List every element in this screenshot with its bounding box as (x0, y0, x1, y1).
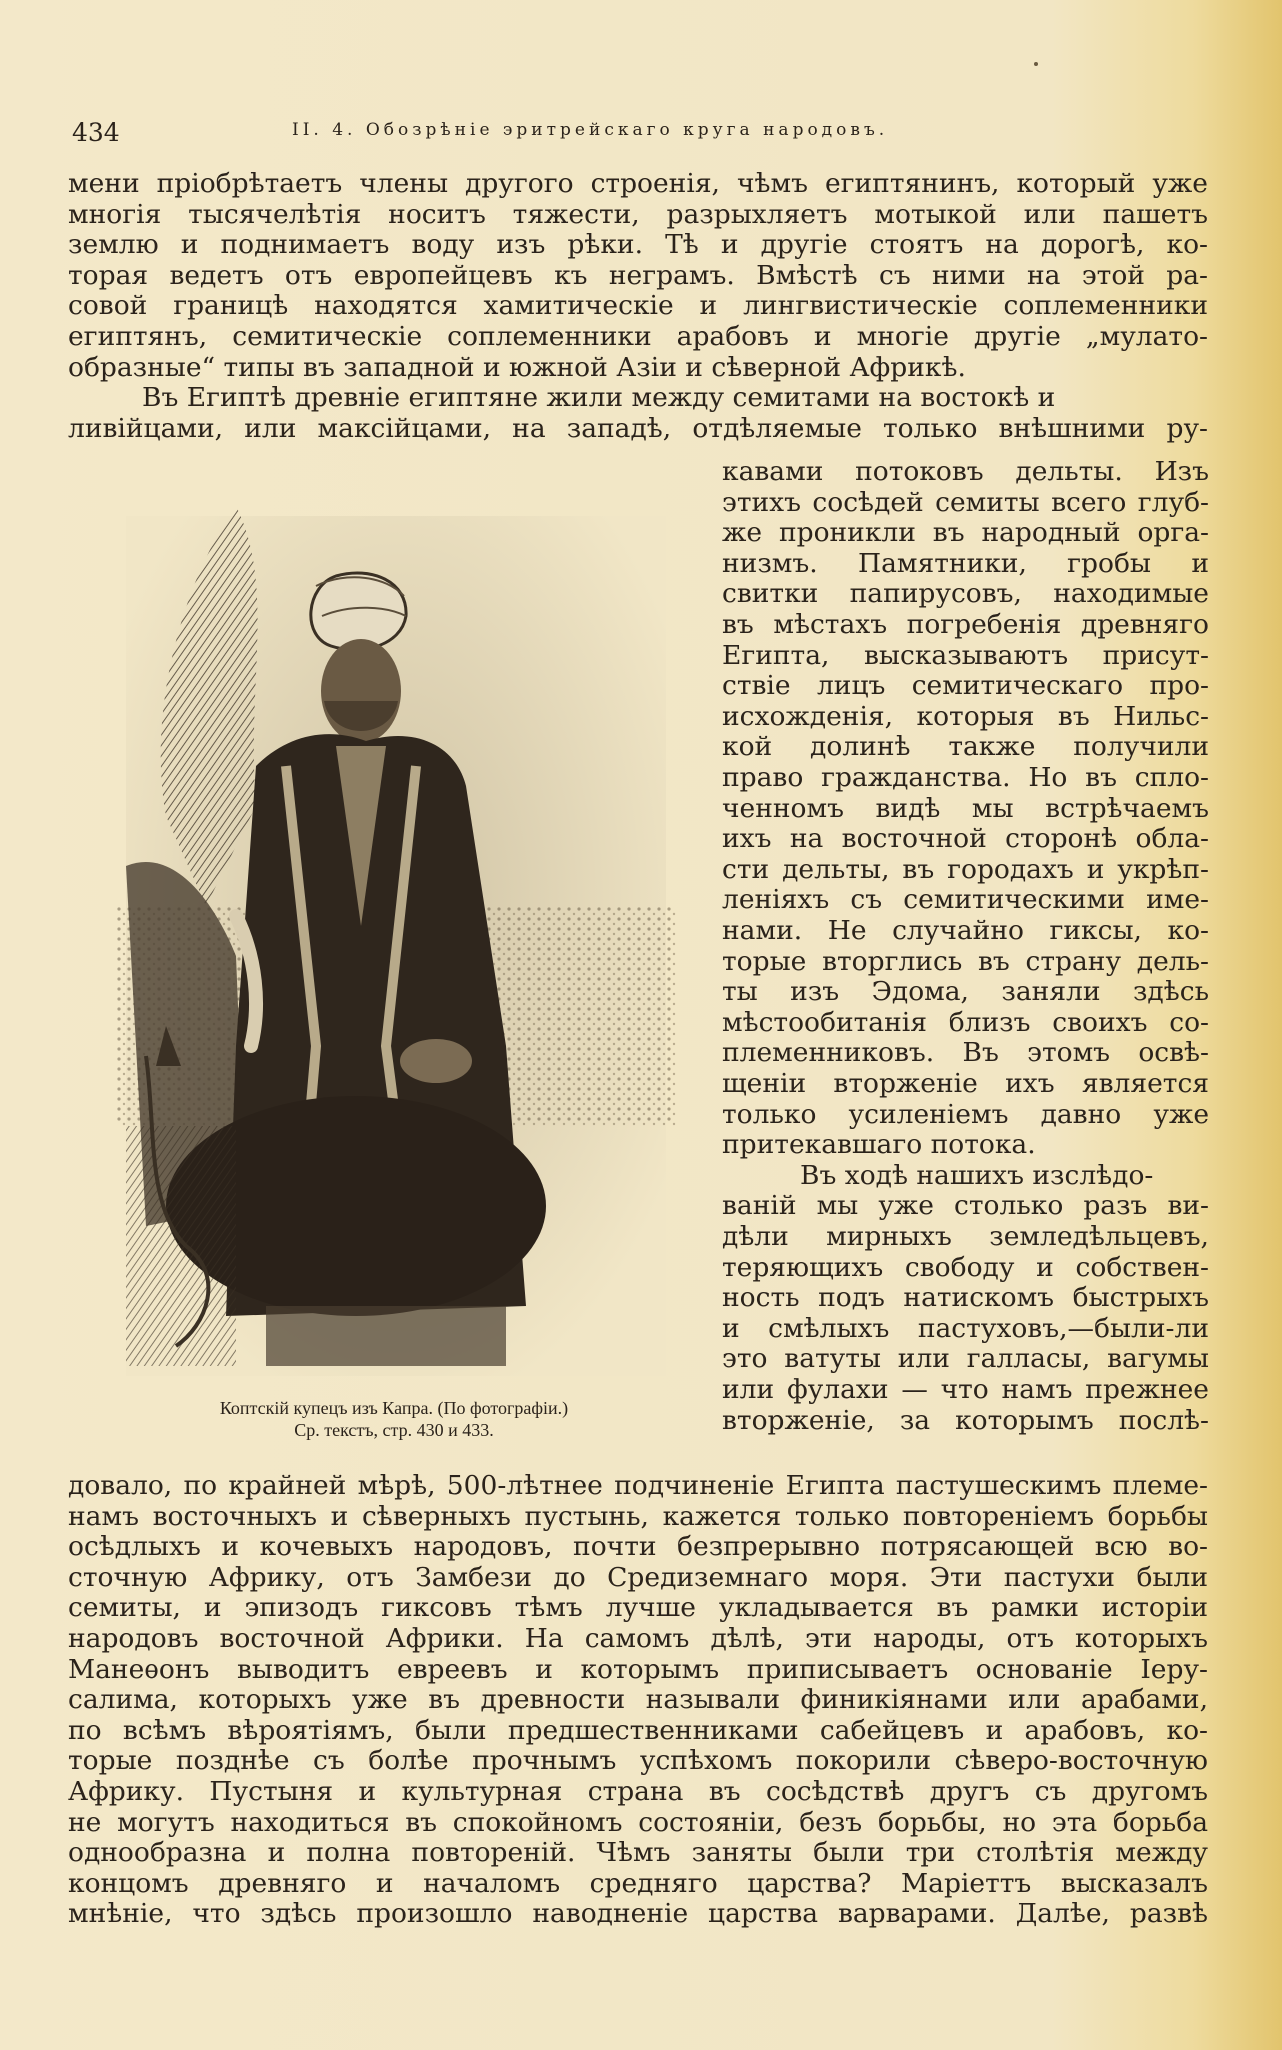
text-line: однообразна и полна повтореній. Чѣмъ заняты были три столѣтія между (68, 1837, 1208, 1869)
text-line: по всѣмъ вѣроятіямъ, были предшественниками сабейцевъ и арабовъ, ко- (68, 1714, 1208, 1746)
text-line: довало, по крайней мѣрѣ, 500-лѣтнее подчиненіе Египта пастушескимъ племе- (68, 1470, 1208, 1501)
text-line: право гражданства. Но въ спло- (722, 762, 1209, 793)
text-line: исхожденія, которыя въ Нильс- (722, 700, 1209, 732)
text-line: ность подъ натискомъ быстрыхъ (722, 1282, 1209, 1314)
text-line: племенниковъ. Въ этомъ освѣ- (722, 1037, 1209, 1069)
text-line: салима, которыхъ уже въ древности называли финикіянами или арабами, (68, 1684, 1208, 1716)
text-line: это ватуты или галласы, вагумы (722, 1343, 1209, 1375)
text-line: нами. Не случайно гиксы, ко- (722, 915, 1209, 946)
text-line: Манеѳонъ выводитъ евреевъ и которымъ приписываетъ основаніе Іеру- (68, 1653, 1208, 1685)
text-line: теряющихъ свободу и собствен- (722, 1251, 1209, 1283)
text-line: торая ведетъ отъ европейцевъ къ неграмъ. Вмѣстѣ съ ними на этой ра- (68, 259, 1208, 291)
text-line: ты изъ Эдома, заняли здѣсь (722, 976, 1209, 1008)
text-line: дѣли мирныхъ земледѣльцевъ, (722, 1221, 1209, 1252)
text-line: образные“ типы въ западной и южной Азіи и сѣверной Африкѣ. (68, 351, 966, 383)
text-line: торые вторглись въ страну дель- (722, 945, 1209, 977)
figure-caption-title: Коптскій купецъ изъ Капра. (По фотографіи.) (219, 1398, 569, 1418)
text-line: ихъ на восточной сторонѣ обла- (722, 823, 1209, 855)
text-line: этихъ сосѣдей семиты всего глуб- (722, 486, 1209, 518)
figure-caption-reference: Ср. текстъ, стр. 430 и 433. (294, 1420, 494, 1440)
text-line: совой границѣ находятся хамитическіе и лингвистическіе соплеменники (68, 290, 1208, 322)
text-line: вторженіе, за которымъ послѣ- (722, 1404, 1209, 1436)
text-line: только усиленіемъ давно уже (722, 1098, 1209, 1130)
text-line: семиты, и эпизодъ гиксовъ тѣмъ лучше укладывается въ рамки исторіи (68, 1592, 1208, 1624)
running-title: II. 4. Обозрѣніе эритрейскаго круга народовъ. (292, 120, 889, 140)
text-line: ствіе лицъ семитическаго про- (722, 670, 1209, 702)
text-line: же проникли въ народный орга- (722, 517, 1209, 549)
text-line: въ мѣстахъ погребенія древняго (722, 609, 1209, 640)
text-line: землю и поднимаетъ воду изъ рѣки. Тѣ и другіе стоятъ на дорогѣ, ко- (68, 229, 1208, 261)
text-line: Африку. Пустыня и культурная страна въ сосѣдствѣ другъ съ другомъ (68, 1776, 1208, 1807)
page-number: 434 (72, 118, 120, 147)
text-line: ливійцами, или максійцами, на западѣ, отдѣляемые только внѣшними ру- (68, 412, 1208, 444)
text-line: низмъ. Памятники, гробы и (722, 547, 1209, 579)
text-line: многія тысячелѣтія носитъ тяжести, разрыхляетъ мотыкой или пашетъ (68, 198, 1208, 230)
text-line: притекавшаго потока. (722, 1129, 1036, 1161)
text-line: ченномъ видѣ мы встрѣчаемъ (722, 792, 1209, 824)
text-line: Въ ходѣ нашихъ изслѣдо- (800, 1159, 1154, 1191)
text-line: сти дельты, въ городахъ и укрѣп- (722, 853, 1209, 885)
text-line: ваній мы уже столько разъ ви- (722, 1190, 1209, 1222)
text-line: щеніи вторженіе ихъ является (722, 1068, 1209, 1099)
text-line: сточную Африку, отъ Замбези до Средиземнаго моря. Эти пастухи были (68, 1561, 1208, 1593)
text-line: и смѣлыхъ пастуховъ,—были-ли (722, 1312, 1209, 1344)
text-line: концомъ древняго и началомъ средняго царства? Маріеттъ высказалъ (68, 1867, 1208, 1899)
text-line: мѣстообитанія близъ своихъ со- (722, 1006, 1209, 1038)
text-line: торые позднѣе съ болѣе прочнымъ успѣхомъ покорили сѣверо-восточную (68, 1745, 1208, 1777)
text-line: осѣдлыхъ и кочевыхъ народовъ, почти безпрерывно потрясающей всю во- (68, 1531, 1208, 1563)
text-line: народовъ восточной Африки. На самомъ дѣлѣ, эти народы, отъ которыхъ (68, 1623, 1208, 1654)
engraving-coptic-merchant (86, 486, 702, 1396)
text-line: мнѣніе, что здѣсь произошло наводненіе царства варварами. Далѣе, развѣ (68, 1898, 1208, 1930)
text-line: кой долинѣ также получили (722, 731, 1209, 763)
text-line: не могутъ находиться въ спокойномъ состояніи, безъ борьбы, но эта борьба (68, 1806, 1208, 1838)
text-line: намъ восточныхъ и сѣверныхъ пустынь, кажется только повтореніемъ борьбы (68, 1500, 1208, 1532)
text-line: или фулахи — что намъ прежнее (722, 1374, 1209, 1405)
text-line: леніяхъ съ семитическими име- (722, 884, 1209, 916)
text-line: Въ Египтѣ древніе египтяне жили между семитами на востокѣ и (142, 382, 1056, 414)
text-line: Египта, высказываютъ присут- (722, 639, 1209, 671)
text-line: мени пріобрѣтаетъ члены другого строенія, чѣмъ египтянинъ, который уже (68, 168, 1208, 199)
text-line: свитки папирусовъ, находимые (722, 578, 1209, 610)
print-speck (1034, 62, 1038, 66)
text-line: кавами потоковъ дельты. Изъ (722, 456, 1209, 487)
text-line: египтянъ, семитическіе соплеменники арабовъ и многіе другіе „мулато- (68, 321, 1208, 352)
